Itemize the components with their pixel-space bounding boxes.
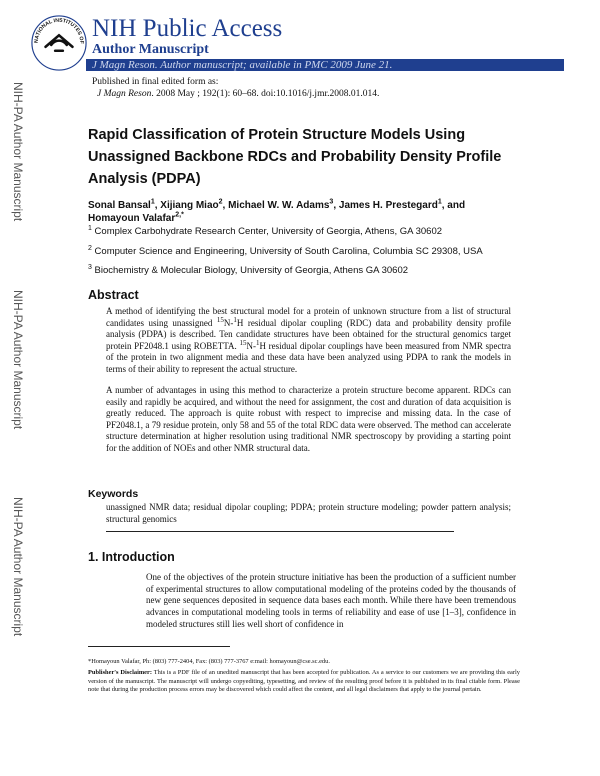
author-name: Michael W. W. Adams	[228, 200, 330, 211]
author-name: Sonal Bansal	[88, 200, 151, 211]
svg-text:NATIONAL INSTITUTES OF HEALTH: NATIONAL INSTITUTES OF	[33, 17, 85, 44]
author-name: Homayoun Valafar	[88, 213, 176, 224]
citation-details: . 2008 May ; 192(1): 60–68. doi:10.1016/j.jmr.2008.01.014.	[151, 89, 380, 99]
side-label: NIH-PA Author Manuscript	[11, 82, 25, 222]
side-label: NIH-PA Author Manuscript	[11, 497, 25, 637]
header-reference: J Magn Reson. Author manuscript; available in PMC 2009 June 21.	[92, 59, 393, 71]
author-affiliation-marker: 3	[329, 198, 334, 206]
author-affiliation-marker: 1	[437, 198, 442, 206]
abstract-paragraph: A method of identifying the best structural model for a protein of unknown structure from a list of structural candidates using unassigned $^{15}$N-$^1$H residual dipolar coupling (RDC) data and probability density profile analysis (PDPA) is described. Ten candidate structures have been obtained for the structural genomics target protein PF2048.1 using ROBETTA. $^{15}$N-$^1$H residual dipolar couplings have been measured from NMR spectra of the protein in two alignment media and these data have been analyzed using PDPA to rank the models in terms of their ability to represent the actual structure.	[106, 306, 511, 374]
published-label: Published in final edited form as:	[92, 77, 219, 87]
keywords-heading: Keywords	[88, 488, 139, 500]
author-name: Xijiang Miao	[160, 200, 219, 211]
keywords-text: unassigned NMR data; residual dipolar coupling; PDPA; protein structure modeling; powder pattern analysis; structural genomics	[106, 502, 511, 524]
author-list: Sonal Bansal$^1$, Xijiang Miao$^2$, Michael W. W. Adams$^3$, James H. Prestegard$^1$, and Homayoun Valafar$^{2,*}$	[88, 198, 466, 224]
paper-title: Rapid Classification of Protein Structure Models Using Unassigned Backbone RDCs and Probability Density Profile Analysis (PDPA)	[88, 127, 502, 187]
abstract-heading: Abstract	[88, 288, 139, 302]
publisher-disclaimer	[88, 669, 520, 695]
nih-logo	[30, 14, 88, 72]
corresponding-author-footnote: *Homayoun Valafar, Ph: (803) 777-2404, Fax: (803) 777-3767 e:mail: homayoun@cse.sc.edu.	[88, 658, 330, 665]
introduction-paragraph: One of the objectives of the protein structure initiative has been the production of a sufficient number of experimental structures to allow computational modeling of the proteins coded by the thousands of new gene sequences deposited in sequence data bases each month. While there have been tremendous advances in computational modeling tools in terms of reliability and ease of use [1–3], confidence in modeled structures still lies well short of confidence in	[146, 572, 516, 629]
author-affiliation-marker: 1	[150, 198, 155, 206]
disclaimer-text: This is a PDF file of an unedited manuscript that has been accepted for publication. As a service to our customers we are providing this early version of the manuscript. The manuscript will undergo copyediting, typesetting, and review of the resulting proof before it is published in its final citable form. Please note that during the production process errors may be discovered which could affect the content, and all legal disclaimers that apply to the journal pertain.	[88, 669, 520, 693]
disclaimer-label: Publisher's Disclaimer:	[88, 669, 152, 676]
section-divider	[106, 531, 454, 532]
affiliation: $^1$ Complex Carbohydrate Research Center, University of Georgia, Athens, GA 30602	[88, 224, 443, 237]
affiliation: $^3$ Biochemistry & Molecular Biology, University of Georgia, Athens GA 30602	[88, 263, 409, 276]
side-label: NIH-PA Author Manuscript	[11, 290, 25, 430]
published-citation	[97, 88, 379, 100]
header-title: NIH Public Access	[92, 15, 283, 42]
introduction-heading: 1. Introduction	[88, 550, 175, 564]
header-subtitle: Author Manuscript	[92, 42, 209, 57]
author-name: James H. Prestegard	[338, 200, 438, 211]
author-affiliation-marker: 2	[218, 198, 223, 206]
journal-name: J Magn Reson	[97, 89, 152, 99]
abstract-paragraph: A number of advantages in using this method to characterize a protein structure become apparent. RDCs can easily and rapidly be acquired, and without the need for assignment, the cost and duration of data acquisition is greatly reduced. The approach is quite robust with respect to imprecise and missing data. In the case of PF2048.1, a 79 residue protein, only 58 and 55 of the total RDC data were observed. The method can accelerate structure determination at higher resolution using traditional NMR spectroscopy by providing a starting point for the addition of NOEs and other NMR structural data.	[106, 385, 511, 453]
affiliation: $^2$ Computer Science and Engineering, University of South Carolina, Columbia SC 29308, USA	[88, 244, 483, 257]
footnote-divider	[88, 646, 230, 647]
author-affiliation-marker: 2,*	[175, 211, 184, 219]
